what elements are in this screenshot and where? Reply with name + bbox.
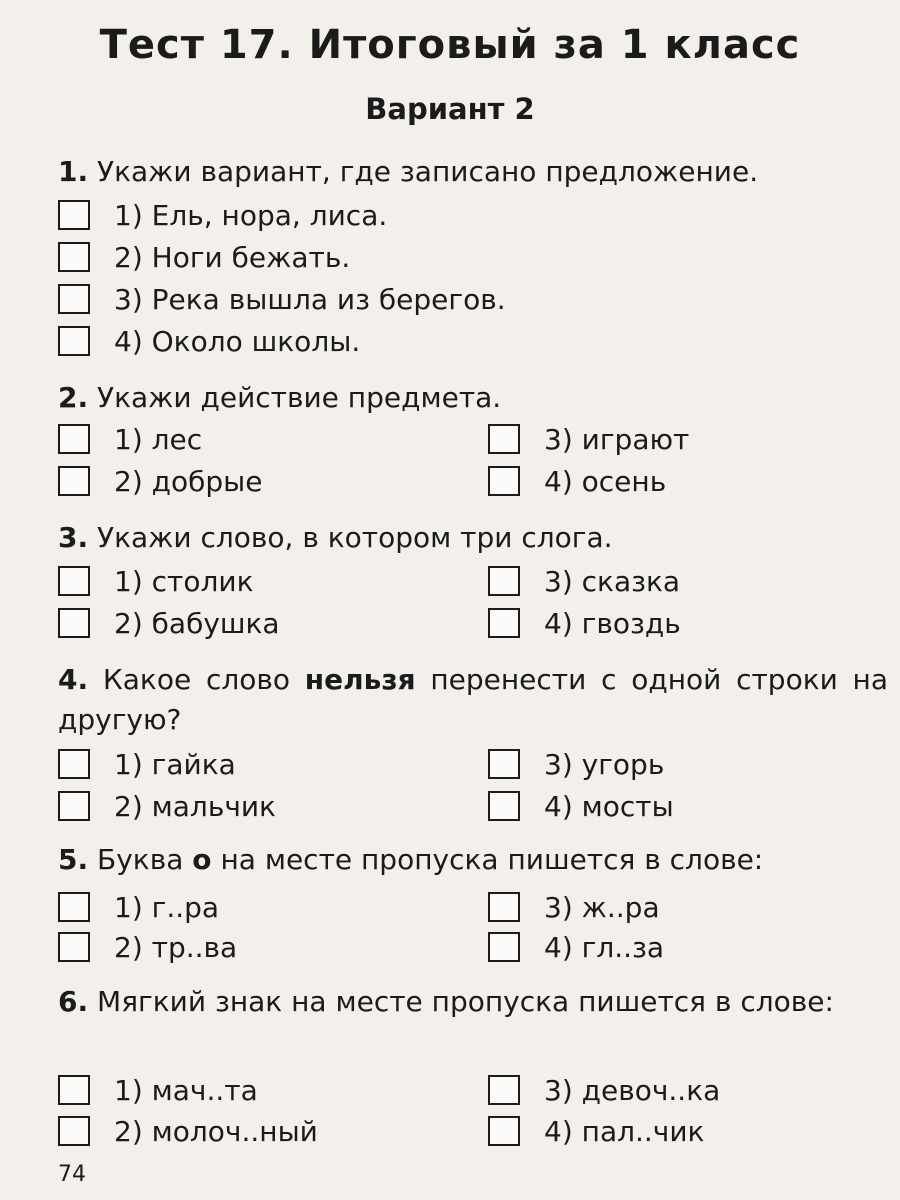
question-3 [58, 518, 888, 558]
variant-heading: Вариант 2 [365, 92, 535, 126]
answer-checkbox[interactable] [58, 749, 90, 779]
question-number: 6. [58, 985, 89, 1018]
answer-option-1-1[interactable] [58, 196, 387, 234]
option-label: 1) столик [114, 564, 254, 598]
answer-checkbox[interactable] [488, 466, 520, 496]
option-label: 4) осень [544, 464, 667, 498]
question-6 [58, 982, 888, 1022]
answer-option-2-3[interactable] [488, 420, 689, 458]
question-emphasis: нельзя [304, 663, 416, 696]
answer-option-3-4[interactable] [488, 604, 681, 642]
option-label: 4) пал..чик [544, 1114, 705, 1148]
question-text: перенести с одной строки на другую? [58, 663, 889, 736]
option-label: 3) Река вышла из берегов. [114, 282, 506, 316]
option-label: 1) лес [114, 422, 203, 456]
option-label: 2) тр..ва [114, 930, 238, 964]
question-text: Укажи действие предмета. [97, 381, 502, 414]
option-label: 4) мосты [544, 789, 674, 823]
option-label: 2) бабушка [114, 606, 280, 640]
page-number: 74 [58, 1162, 86, 1187]
option-label: 3) играют [544, 422, 690, 456]
question-text: Буква [97, 843, 184, 876]
answer-checkbox[interactable] [58, 892, 90, 922]
option-label: 3) сказка [544, 564, 681, 598]
option-label: 4) Около школы. [114, 324, 361, 358]
option-label: 2) Ноги бежать. [114, 240, 351, 274]
answer-option-6-3[interactable] [488, 1071, 720, 1109]
question-5 [58, 840, 888, 880]
answer-option-2-1[interactable] [58, 420, 202, 458]
question-number: 2. [58, 381, 89, 414]
answer-checkbox[interactable] [488, 566, 520, 596]
test-title: Тест 17. Итоговый за 1 класс [99, 22, 801, 68]
option-label: 2) добрые [114, 464, 263, 498]
answer-option-1-3[interactable] [58, 280, 506, 318]
option-label: 3) угорь [544, 747, 665, 781]
answer-checkbox[interactable] [58, 200, 90, 230]
option-label: 1) мач..та [114, 1073, 258, 1107]
answer-checkbox[interactable] [58, 566, 90, 596]
question-number: 5. [58, 843, 89, 876]
answer-checkbox[interactable] [58, 791, 90, 821]
answer-checkbox[interactable] [58, 1075, 90, 1105]
question-2 [58, 378, 888, 418]
answer-checkbox[interactable] [488, 892, 520, 922]
answer-checkbox[interactable] [58, 242, 90, 272]
answer-option-5-2[interactable] [58, 928, 237, 966]
answer-checkbox[interactable] [58, 284, 90, 314]
answer-checkbox[interactable] [58, 326, 90, 356]
answer-checkbox[interactable] [58, 424, 90, 454]
question-number: 3. [58, 521, 89, 554]
option-label: 4) гвоздь [544, 606, 681, 640]
answer-option-4-3[interactable] [488, 745, 664, 783]
answer-checkbox[interactable] [488, 424, 520, 454]
answer-option-4-1[interactable] [58, 745, 236, 783]
answer-option-2-2[interactable] [58, 462, 263, 500]
answer-option-1-2[interactable] [58, 238, 350, 276]
option-label: 4) гл..за [544, 930, 665, 964]
answer-option-6-2[interactable] [58, 1112, 318, 1150]
question-emphasis: о [192, 843, 212, 876]
answer-option-4-2[interactable] [58, 787, 276, 825]
answer-checkbox[interactable] [58, 608, 90, 638]
option-label: 2) мальчик [114, 789, 276, 823]
question-text: Укажи слово, в котором три слога. [97, 521, 613, 554]
answer-option-3-2[interactable] [58, 604, 280, 642]
answer-option-6-1[interactable] [58, 1071, 258, 1109]
question-text: на месте пропуска пишется в слове: [220, 843, 764, 876]
answer-checkbox[interactable] [488, 608, 520, 638]
answer-option-1-4[interactable] [58, 322, 360, 360]
option-label: 2) молоч..ный [114, 1114, 318, 1148]
answer-checkbox[interactable] [488, 749, 520, 779]
answer-option-5-3[interactable] [488, 888, 660, 926]
answer-checkbox[interactable] [58, 1116, 90, 1146]
answer-option-2-4[interactable] [488, 462, 666, 500]
answer-checkbox[interactable] [488, 1116, 520, 1146]
answer-checkbox[interactable] [488, 1075, 520, 1105]
answer-checkbox[interactable] [488, 791, 520, 821]
question-4 [58, 660, 888, 740]
answer-option-3-3[interactable] [488, 562, 680, 600]
option-label: 1) гайка [114, 747, 236, 781]
option-label: 1) Ель, нора, лиса. [114, 198, 388, 232]
question-text: Какое слово [102, 663, 291, 696]
answer-checkbox[interactable] [488, 932, 520, 962]
answer-option-5-1[interactable] [58, 888, 219, 926]
question-number: 1. [58, 155, 89, 188]
option-label: 3) девоч..ка [544, 1073, 721, 1107]
answer-option-3-1[interactable] [58, 562, 253, 600]
question-text: Мягкий знак на месте пропуска пишется в слове: [97, 985, 834, 1018]
option-label: 1) г..ра [114, 890, 220, 924]
question-number: 4. [58, 663, 89, 696]
answer-checkbox[interactable] [58, 466, 90, 496]
answer-option-6-4[interactable] [488, 1112, 704, 1150]
answer-option-5-4[interactable] [488, 928, 664, 966]
answer-checkbox[interactable] [58, 932, 90, 962]
answer-option-4-4[interactable] [488, 787, 674, 825]
question-text: Укажи вариант, где записано предложение. [97, 155, 759, 188]
question-1 [58, 152, 888, 192]
option-label: 3) ж..ра [544, 890, 660, 924]
